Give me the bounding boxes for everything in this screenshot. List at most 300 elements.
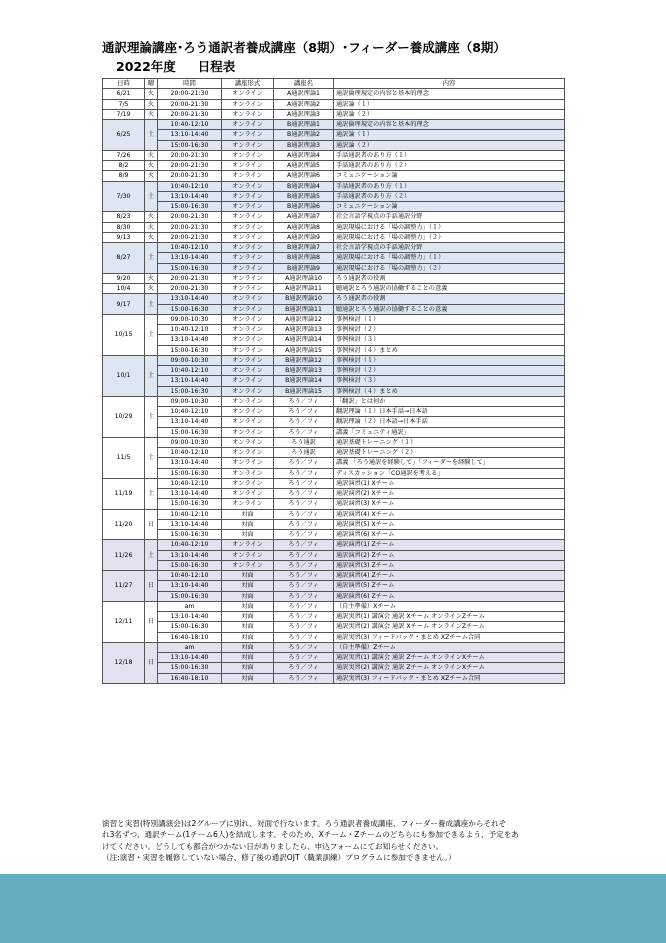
cell-dow: 火 bbox=[145, 284, 158, 294]
cell-format: オンライン bbox=[222, 89, 274, 99]
cell-dow: 火 bbox=[145, 109, 158, 119]
table-row bbox=[103, 673, 565, 683]
cell-format: オンライン bbox=[222, 99, 274, 109]
cell-time: 09:00-10:30 bbox=[158, 396, 222, 406]
table-row bbox=[103, 89, 565, 99]
cell-dow: 土 bbox=[145, 396, 158, 437]
cell-content: 事例検討（３） bbox=[334, 335, 565, 345]
table-row bbox=[103, 140, 565, 150]
cell-content: 社会言語学視点の手話通訳分野 bbox=[334, 243, 565, 253]
header-format: 講座形式 bbox=[222, 79, 274, 89]
fiscal-year: 2022年度 bbox=[116, 59, 176, 74]
cell-content: 講義「コミュニティ通訳」 bbox=[334, 427, 565, 437]
cell-content: 通訳論（１） bbox=[334, 99, 565, 109]
table-row bbox=[103, 304, 565, 314]
cell-format: オンライン bbox=[222, 202, 274, 212]
cell-content: （自主準備）Zチーム bbox=[334, 642, 565, 652]
cell-course: ろう／フィ bbox=[274, 407, 334, 417]
cell-format: 対面 bbox=[222, 642, 274, 652]
cell-format: 対面 bbox=[222, 571, 274, 581]
table-row bbox=[103, 591, 565, 601]
table-row bbox=[103, 109, 565, 119]
page-title: 通訳理論講座･ろう通訳者養成講座（8期）･フィーダー養成講座（8期） bbox=[102, 40, 506, 55]
cell-course: A通訳理論5 bbox=[274, 161, 334, 171]
cell-course: A通訳理論14 bbox=[274, 335, 334, 345]
cell-course: ろう／フィ bbox=[274, 540, 334, 550]
cell-format: 対面 bbox=[222, 509, 274, 519]
cell-format: オンライン bbox=[222, 130, 274, 140]
cell-content: 通訳論（１） bbox=[334, 130, 565, 140]
table-row bbox=[103, 540, 565, 550]
table-header-row bbox=[103, 79, 565, 89]
cell-course: B通訳理論11 bbox=[274, 304, 334, 314]
table-row bbox=[103, 99, 565, 109]
cell-course: B通訳理論4 bbox=[274, 181, 334, 191]
cell-dow: 土 bbox=[145, 437, 158, 478]
cell-format: オンライン bbox=[222, 345, 274, 355]
cell-format: オンライン bbox=[222, 335, 274, 345]
table-row bbox=[103, 458, 565, 468]
cell-time: 15:00-16:30 bbox=[158, 663, 222, 673]
table-row bbox=[103, 325, 565, 335]
cell-time: 15:00-16:30 bbox=[158, 622, 222, 632]
cell-time: 15:00-16:30 bbox=[158, 468, 222, 478]
cell-format: オンライン bbox=[222, 212, 274, 222]
table-row bbox=[103, 427, 565, 437]
cell-time: 13:10-14:40 bbox=[158, 130, 222, 140]
cell-course: B通訳理論13 bbox=[274, 366, 334, 376]
cell-time: 15:00-16:30 bbox=[158, 345, 222, 355]
cell-course: ろう通訳 bbox=[274, 448, 334, 458]
cell-content: 通訳論（２） bbox=[334, 140, 565, 150]
cell-time: 20:00-21:30 bbox=[158, 150, 222, 160]
cell-content: 翻訳理論（１）日本手話→日本語 bbox=[334, 407, 565, 417]
cell-course: B通訳理論9 bbox=[274, 263, 334, 273]
cell-format: 対面 bbox=[222, 622, 274, 632]
cell-course: ろう／フィ bbox=[274, 663, 334, 673]
table-row bbox=[103, 222, 565, 232]
cell-content: 事例検討（２） bbox=[334, 325, 565, 335]
cell-format: オンライン bbox=[222, 273, 274, 283]
table-row bbox=[103, 253, 565, 263]
cell-time: 20:00-21:30 bbox=[158, 161, 222, 171]
cell-format: オンライン bbox=[222, 181, 274, 191]
table-row bbox=[103, 191, 565, 201]
cell-time: 20:00-21:30 bbox=[158, 284, 222, 294]
cell-course: ろう／フィ bbox=[274, 642, 334, 652]
notes bbox=[102, 818, 572, 863]
cell-time: 20:00-21:30 bbox=[158, 212, 222, 222]
cell-time: 20:00-21:30 bbox=[158, 171, 222, 181]
cell-course: A通訳理論11 bbox=[274, 284, 334, 294]
cell-content: 通訳基礎トレーニング（１） bbox=[334, 437, 565, 447]
cell-content: 通訳倫理規定の内容と基本的理念 bbox=[334, 120, 565, 130]
cell-content: 講義 「ろう通訳を経験して」「フィーダーを経験して」 bbox=[334, 458, 565, 468]
cell-time: 15:00-16:30 bbox=[158, 530, 222, 540]
cell-time: 15:00-16:30 bbox=[158, 499, 222, 509]
cell-time: 10:40-12:10 bbox=[158, 571, 222, 581]
cell-course: B通訳理論5 bbox=[274, 191, 334, 201]
cell-content: 聴通訳とろう通訳の協働することの意義 bbox=[334, 304, 565, 314]
cell-dow: 火 bbox=[145, 161, 158, 171]
cell-course: B通訳理論15 bbox=[274, 386, 334, 396]
cell-format: オンライン bbox=[222, 366, 274, 376]
cell-content: 通訳倫理規定の内容と基本的理念 bbox=[334, 89, 565, 99]
cell-content: 通訳演習(5) Zチーム bbox=[334, 581, 565, 591]
cell-format: オンライン bbox=[222, 560, 274, 570]
cell-date: 8/9 bbox=[103, 171, 145, 181]
cell-format: オンライン bbox=[222, 448, 274, 458]
header-content: 内容 bbox=[334, 79, 565, 89]
table-row bbox=[103, 314, 565, 324]
table-row bbox=[103, 468, 565, 478]
cell-course: ろう／フィ bbox=[274, 530, 334, 540]
cell-date: 12/11 bbox=[103, 601, 145, 642]
cell-course: ろう／フィ bbox=[274, 458, 334, 468]
cell-content: 手話通訳者のあり方（２） bbox=[334, 161, 565, 171]
header-course: 講座名 bbox=[274, 79, 334, 89]
table-row bbox=[103, 150, 565, 160]
cell-dow: 火 bbox=[145, 150, 158, 160]
cell-date: 9/17 bbox=[103, 294, 145, 315]
cell-format: 対面 bbox=[222, 612, 274, 622]
cell-date: 11/20 bbox=[103, 509, 145, 540]
cell-time: 13:10-14:40 bbox=[158, 335, 222, 345]
cell-content: 通訳演習(4) Zチーム bbox=[334, 571, 565, 581]
table-row bbox=[103, 130, 565, 140]
cell-dow: 火 bbox=[145, 212, 158, 222]
cell-content: 通訳演習(1) Xチーム bbox=[334, 478, 565, 488]
cell-course: ろう／フィ bbox=[274, 509, 334, 519]
cell-content: 社会言語学視点の手話通訳分野 bbox=[334, 212, 565, 222]
cell-content: 通訳実習(1) 講演会 通訳 Xチーム オンラインZチーム bbox=[334, 612, 565, 622]
table-row bbox=[103, 622, 565, 632]
cell-date: 11/27 bbox=[103, 571, 145, 602]
cell-time: 20:00-21:30 bbox=[158, 99, 222, 109]
cell-time: 10:40-12:10 bbox=[158, 540, 222, 550]
table-row bbox=[103, 345, 565, 355]
cell-date: 10/29 bbox=[103, 396, 145, 437]
cell-format: 対面 bbox=[222, 653, 274, 663]
cell-format: オンライン bbox=[222, 468, 274, 478]
table-row bbox=[103, 448, 565, 458]
cell-time: 13:10-14:40 bbox=[158, 612, 222, 622]
table-row bbox=[103, 212, 565, 222]
cell-course: A通訳理論7 bbox=[274, 212, 334, 222]
cell-content: 事例検討（１） bbox=[334, 314, 565, 324]
cell-date: 9/13 bbox=[103, 232, 145, 242]
cell-content: 通訳現場における「場の調整力」（２） bbox=[334, 232, 565, 242]
cell-dow: 土 bbox=[145, 120, 158, 151]
cell-course: A通訳理論8 bbox=[274, 222, 334, 232]
note-line: けてください。どうしても都合がつかない日がありましたら、申込フォームにてお知らせください。 bbox=[102, 841, 444, 851]
cell-content: ディスカッション「CO通訳を考える」 bbox=[334, 468, 565, 478]
cell-date: 10/15 bbox=[103, 314, 145, 355]
cell-format: 対面 bbox=[222, 581, 274, 591]
cell-format: オンライン bbox=[222, 161, 274, 171]
cell-format: オンライン bbox=[222, 407, 274, 417]
cell-course: A通訳理論9 bbox=[274, 232, 334, 242]
cell-content: 事例検討（４）まとめ bbox=[334, 345, 565, 355]
cell-format: 対面 bbox=[222, 591, 274, 601]
cell-course: ろう／フィ bbox=[274, 612, 334, 622]
cell-format: オンライン bbox=[222, 263, 274, 273]
cell-date: 7/19 bbox=[103, 109, 145, 119]
cell-time: 10:40-12:10 bbox=[158, 448, 222, 458]
cell-format: オンライン bbox=[222, 304, 274, 314]
cell-content: 通訳演習(5) Xチーム bbox=[334, 519, 565, 529]
table-row bbox=[103, 581, 565, 591]
cell-time: 09:00-10:30 bbox=[158, 314, 222, 324]
cell-time: 10:40-12:10 bbox=[158, 509, 222, 519]
cell-format: オンライン bbox=[222, 499, 274, 509]
cell-course: A通訳理論10 bbox=[274, 273, 334, 283]
cell-course: B通訳理論12 bbox=[274, 355, 334, 365]
cell-format: オンライン bbox=[222, 478, 274, 488]
table-row bbox=[103, 417, 565, 427]
cell-time: 10:40-12:10 bbox=[158, 366, 222, 376]
cell-format: オンライン bbox=[222, 171, 274, 181]
table-row bbox=[103, 560, 565, 570]
table-row bbox=[103, 243, 565, 253]
cell-time: 15:00-16:30 bbox=[158, 386, 222, 396]
cell-date: 8/23 bbox=[103, 212, 145, 222]
cell-content: 通訳演習(6) Xチーム bbox=[334, 530, 565, 540]
cell-format: オンライン bbox=[222, 314, 274, 324]
cell-dow: 火 bbox=[145, 89, 158, 99]
cell-time: 13:10-14:40 bbox=[158, 653, 222, 663]
cell-course: ろう／フィ bbox=[274, 591, 334, 601]
cell-time: 13:10-14:40 bbox=[158, 376, 222, 386]
table-row bbox=[103, 376, 565, 386]
table-row bbox=[103, 601, 565, 611]
cell-date: 8/27 bbox=[103, 243, 145, 274]
table-row bbox=[103, 202, 565, 212]
cell-date: 12/18 bbox=[103, 642, 145, 683]
table-row bbox=[103, 519, 565, 529]
note-line: 演習と実習(特別講演会)は2グループに別れ、対面で行ないます。ろう通訳者養成講座、フィーダー養成講座からそれぞ bbox=[102, 819, 507, 828]
cell-dow: 土 bbox=[145, 294, 158, 315]
cell-dow: 火 bbox=[145, 171, 158, 181]
cell-content: 手話通訳者のあり方（１） bbox=[334, 181, 565, 191]
cell-content: 翻訳理論（２）日本語→日本手話 bbox=[334, 417, 565, 427]
cell-time: 09:00-10:30 bbox=[158, 355, 222, 365]
cell-format: オンライン bbox=[222, 437, 274, 447]
cell-date: 11/5 bbox=[103, 437, 145, 478]
cell-course: A通訳理論15 bbox=[274, 345, 334, 355]
cell-time: 10:40-12:10 bbox=[158, 243, 222, 253]
page-subtitle bbox=[116, 57, 257, 75]
table-row bbox=[103, 632, 565, 642]
cell-format: オンライン bbox=[222, 489, 274, 499]
cell-content: 事例検討（２） bbox=[334, 366, 565, 376]
table-row bbox=[103, 437, 565, 447]
cell-course: B通訳理論2 bbox=[274, 130, 334, 140]
table-row bbox=[103, 509, 565, 519]
cell-time: 13:10-14:40 bbox=[158, 417, 222, 427]
cell-dow: 土 bbox=[145, 540, 158, 571]
cell-content: 通訳演習(3) Zチーム bbox=[334, 560, 565, 570]
cell-dow: 土 bbox=[145, 243, 158, 274]
cell-format: 対面 bbox=[222, 530, 274, 540]
cell-dow: 土 bbox=[145, 181, 158, 212]
cell-time: am bbox=[158, 601, 222, 611]
table-row bbox=[103, 284, 565, 294]
note-line: れ3名ずつ、通訳チーム(1チーム6人)を結成します。そのため、Xチーム・Zチームのどちらにも参加できるよう、予定をあ bbox=[102, 830, 519, 840]
cell-dow: 火 bbox=[145, 99, 158, 109]
cell-time: 15:00-16:30 bbox=[158, 304, 222, 314]
cell-content: 通訳演習(6) Zチーム bbox=[334, 591, 565, 601]
header-dow: 曜 bbox=[145, 79, 158, 89]
cell-content: 事例検討（１） bbox=[334, 355, 565, 365]
table-row bbox=[103, 335, 565, 345]
cell-format: 対面 bbox=[222, 519, 274, 529]
cell-format: オンライン bbox=[222, 191, 274, 201]
cell-dow: 火 bbox=[145, 273, 158, 283]
cell-format: オンライン bbox=[222, 550, 274, 560]
cell-course: ろう通訳 bbox=[274, 437, 334, 447]
cell-content: ろう通訳者の役割 bbox=[334, 273, 565, 283]
cell-course: ろう／フィ bbox=[274, 622, 334, 632]
cell-date: 6/21 bbox=[103, 89, 145, 99]
cell-course: ろう／フィ bbox=[274, 468, 334, 478]
cell-course: ろう／フィ bbox=[274, 499, 334, 509]
cell-time: 10:40-12:10 bbox=[158, 181, 222, 191]
cell-course: B通訳理論3 bbox=[274, 140, 334, 150]
cell-format: 対面 bbox=[222, 663, 274, 673]
table-row bbox=[103, 386, 565, 396]
cell-time: 20:00-21:30 bbox=[158, 232, 222, 242]
table-row bbox=[103, 232, 565, 242]
cell-date: 10/4 bbox=[103, 284, 145, 294]
cell-course: ろう／フィ bbox=[274, 601, 334, 611]
cell-time: 20:00-21:30 bbox=[158, 273, 222, 283]
cell-time: 10:40-12:10 bbox=[158, 120, 222, 130]
cell-dow: 日 bbox=[145, 509, 158, 540]
table-row bbox=[103, 366, 565, 376]
cell-content: 通訳論（２） bbox=[334, 109, 565, 119]
header-date: 日時 bbox=[103, 79, 145, 89]
cell-content: 聴通訳とろう通訳の協働することの意義 bbox=[334, 284, 565, 294]
cell-date: 11/19 bbox=[103, 478, 145, 509]
table-row bbox=[103, 653, 565, 663]
cell-content: 通訳実習(3) フィードバック・まとめ XZチーム合同 bbox=[334, 632, 565, 642]
cell-format: オンライン bbox=[222, 150, 274, 160]
cell-format: オンライン bbox=[222, 540, 274, 550]
cell-content: ろう通訳者の役割 bbox=[334, 294, 565, 304]
cell-course: ろう／フィ bbox=[274, 571, 334, 581]
table-row bbox=[103, 120, 565, 130]
cell-course: B通訳理論14 bbox=[274, 376, 334, 386]
cell-time: 13:10-14:40 bbox=[158, 581, 222, 591]
cell-course: ろう／フィ bbox=[274, 519, 334, 529]
schedule-body bbox=[103, 89, 565, 684]
cell-course: ろう／フィ bbox=[274, 427, 334, 437]
cell-date: 9/20 bbox=[103, 273, 145, 283]
cell-format: 対面 bbox=[222, 673, 274, 683]
cell-content: 通訳現場における「場の調整力」（１） bbox=[334, 253, 565, 263]
cell-content: （自主準備）Xチーム bbox=[334, 601, 565, 611]
cell-format: オンライン bbox=[222, 120, 274, 130]
cell-format: オンライン bbox=[222, 243, 274, 253]
cell-content: 通訳現場における「場の調整力」（１） bbox=[334, 222, 565, 232]
cell-time: 13:10-14:40 bbox=[158, 519, 222, 529]
cell-dow: 土 bbox=[145, 314, 158, 355]
table-row bbox=[103, 663, 565, 673]
cell-dow: 火 bbox=[145, 232, 158, 242]
cell-course: A通訳理論2 bbox=[274, 99, 334, 109]
table-row bbox=[103, 355, 565, 365]
cell-content: 通訳実習(2) 講演会 通訳 Zチーム オンラインXチーム bbox=[334, 663, 565, 673]
cell-content: 通訳基礎トレーニング（２） bbox=[334, 448, 565, 458]
cell-format: オンライン bbox=[222, 458, 274, 468]
cell-dow: 日 bbox=[145, 571, 158, 602]
cell-content: 事例検討（３） bbox=[334, 376, 565, 386]
cell-format: オンライン bbox=[222, 386, 274, 396]
cell-course: A通訳理論3 bbox=[274, 109, 334, 119]
cell-dow: 日 bbox=[145, 642, 158, 683]
cell-course: ろう／フィ bbox=[274, 673, 334, 683]
cell-content: 通訳演習(2) Xチーム bbox=[334, 489, 565, 499]
cell-course: ろう／フィ bbox=[274, 550, 334, 560]
cell-format: 対面 bbox=[222, 632, 274, 642]
cell-content: 手話通訳者のあり方（２） bbox=[334, 191, 565, 201]
cell-course: ろう／フィ bbox=[274, 653, 334, 663]
cell-time: 15:00-16:30 bbox=[158, 560, 222, 570]
header-time: 時間 bbox=[158, 79, 222, 89]
table-row bbox=[103, 407, 565, 417]
cell-course: ろう／フィ bbox=[274, 396, 334, 406]
cell-time: 09:00-10:30 bbox=[158, 437, 222, 447]
cell-time: 13:10-14:40 bbox=[158, 550, 222, 560]
cell-time: 15:00-16:30 bbox=[158, 263, 222, 273]
cell-course: ろう／フィ bbox=[274, 417, 334, 427]
cell-date: 11/26 bbox=[103, 540, 145, 571]
cell-dow: 土 bbox=[145, 478, 158, 509]
table-row bbox=[103, 612, 565, 622]
cell-time: 15:00-16:30 bbox=[158, 427, 222, 437]
cell-content: 通訳実習(2) 講演会 通訳 Xチーム オンラインZチーム bbox=[334, 622, 565, 632]
cell-course: A通訳理論13 bbox=[274, 325, 334, 335]
cell-time: 10:40-12:10 bbox=[158, 478, 222, 488]
cell-time: 15:00-16:30 bbox=[158, 140, 222, 150]
cell-content: 通訳演習(1) Zチーム bbox=[334, 540, 565, 550]
cell-format: オンライン bbox=[222, 109, 274, 119]
cell-course: A通訳理論6 bbox=[274, 171, 334, 181]
cell-date: 10/1 bbox=[103, 355, 145, 396]
cell-format: オンライン bbox=[222, 427, 274, 437]
cell-course: A通訳理論12 bbox=[274, 314, 334, 324]
cell-format: オンライン bbox=[222, 325, 274, 335]
table-row bbox=[103, 530, 565, 540]
table-row bbox=[103, 294, 565, 304]
cell-format: 対面 bbox=[222, 601, 274, 611]
cell-course: ろう／フィ bbox=[274, 489, 334, 499]
table-row bbox=[103, 642, 565, 652]
cell-date: 7/26 bbox=[103, 150, 145, 160]
cell-content: コミュニケーション論 bbox=[334, 202, 565, 212]
schedule-table bbox=[102, 78, 565, 684]
cell-date: 8/30 bbox=[103, 222, 145, 232]
cell-date: 7/5 bbox=[103, 99, 145, 109]
cell-content: 事例検討（４）まとめ bbox=[334, 386, 565, 396]
cell-time: 20:00-21:30 bbox=[158, 109, 222, 119]
cell-content: 通訳実習(1) 講演会 通訳 Zチーム オンラインXチーム bbox=[334, 653, 565, 663]
footer-band bbox=[0, 874, 666, 943]
cell-time: 10:40-12:10 bbox=[158, 325, 222, 335]
table-row bbox=[103, 263, 565, 273]
cell-time: 16:40-18:10 bbox=[158, 632, 222, 642]
